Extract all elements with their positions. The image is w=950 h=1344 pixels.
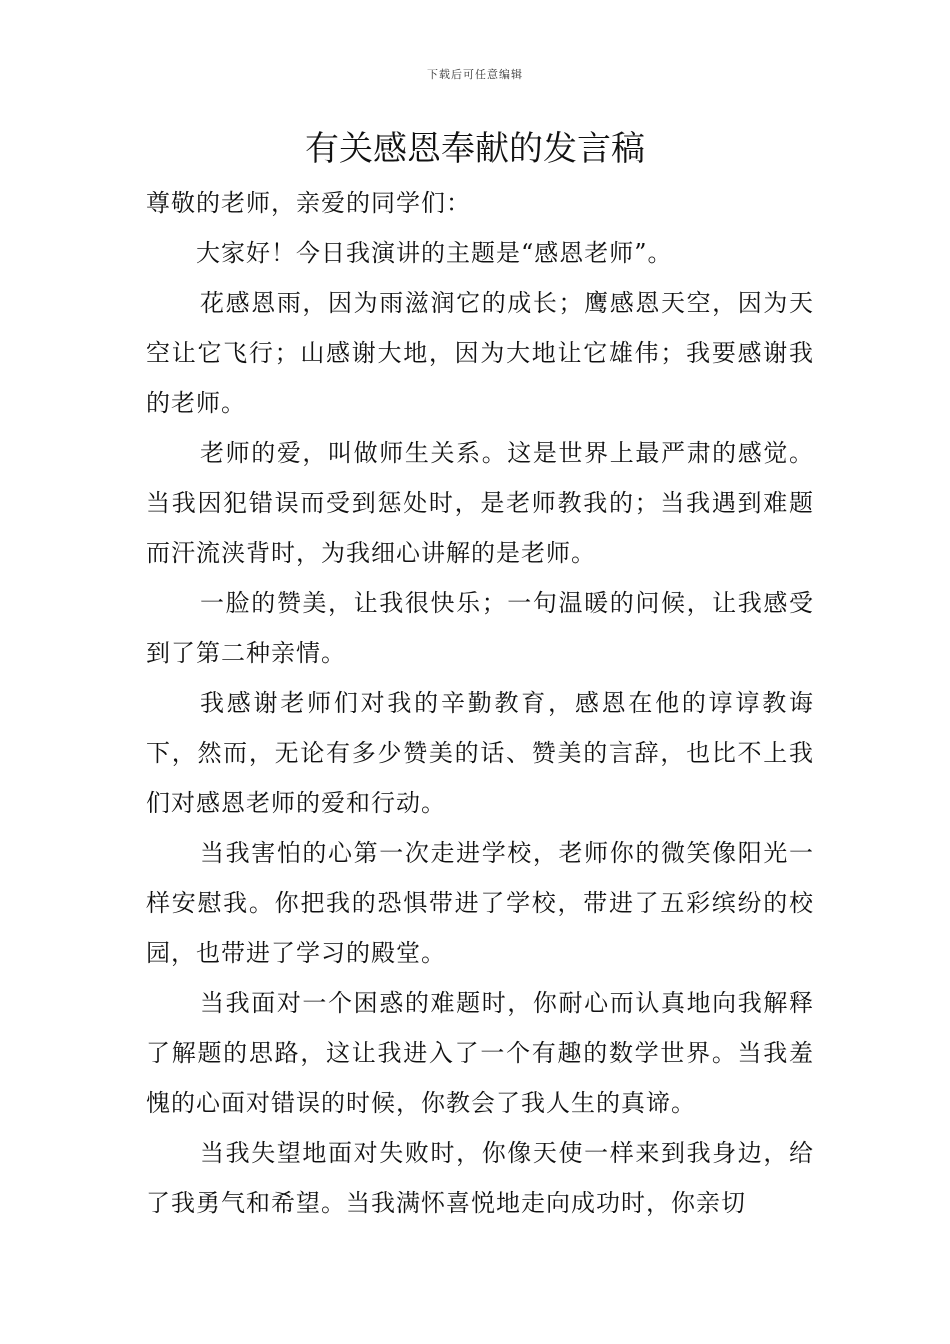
header-note: 下载后可任意编辑 [427,68,523,81]
paragraph: 当我害怕的心第一次走进学校，老师你的微笑像阳光一样安慰我。你把我的恐惧带进了学校，带进了五彩缤纷的校园，也带进了学习的殿堂。 [146,839,814,967]
document-body [146,178,814,1228]
paragraph: 我感谢老师们对我的辛勤教育，感恩在他的谆谆教诲下，然而，无论有多少赞美的话、赞美的言辞，也比不上我们对感恩老师的爱和行动。 [146,689,814,817]
document-title: 有关感恩奉献的发言稿 [305,129,645,169]
paragraph: 当我失望地面对失败时，你像天使一样来到我身边，给了我勇气和希望。当我满怀喜悦地走向成功时，你亲切 [146,1139,814,1217]
paragraph-greeting: 大家好！今日我演讲的主题是“感恩老师”。 [196,239,673,267]
paragraph: 一脸的赞美，让我很快乐；一句温暖的问候，让我感受到了第二种亲情。 [146,589,814,667]
salutation: 尊敬的老师，亲爱的同学们： [146,189,471,217]
paragraph: 花感恩雨，因为雨滋润它的成长；鹰感恩天空，因为天空让它飞行；山感谢大地，因为大地让它雄伟；我要感谢我的老师。 [146,289,814,417]
paragraph: 当我面对一个困惑的难题时，你耐心而认真地向我解释了解题的思路，这让我进入了一个有趣的数学世界。当我羞愧的心面对错误的时候，你教会了我人生的真谛。 [146,989,814,1117]
paragraph: 老师的爱，叫做师生关系。这是世界上最严肃的感觉。当我因犯错误而受到惩处时，是老师教我的；当我遇到难题而汗流浃背时，为我细心讲解的是老师。 [146,439,814,567]
